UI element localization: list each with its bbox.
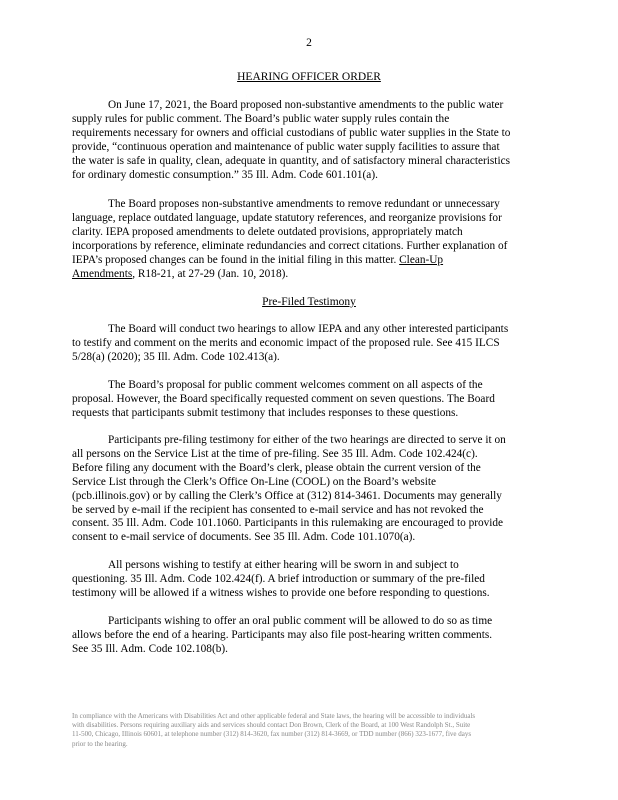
section-heading-pre-filed-testimony: Pre-Filed Testimony xyxy=(262,296,356,308)
paragraph-testify: All persons wishing to testify at either hearing will be sworn in and subject to questioning. 35 Ill. Adm. Code 102.424(f). A brief introduction or summary of the pre-filed testimony will be allowed if a witness wishes to provide one before responding to questions. xyxy=(72,559,490,599)
paragraph-hearings: The Board will conduct two hearings to allow IEPA and any other interested participants to testify and comment on the merits and economic impact of the proposed rule. See 415 ILCS 5/28(a) (2020); 35 Ill. Adm. Code 102.413(a). xyxy=(72,323,509,363)
clean-up-amendments-citation: Clean-Up xyxy=(399,253,444,266)
paragraph-service-list: Participants pre-filing testimony for either of the two hearings are directed to serve it on all persons on the Service List at the time of pre-filing. See 35 Ill. Adm. Code 102.424(c). Before filing any document with the Board’s clerk, please obtain the current version of the Service List through the Clerk’s Office On-Line (COOL) on the Board’s website (pcb.illinois.gov) or by calling the Clerk’s Office at (312) 814-3461. Documents may generally be served by e-mail if the recipient has consented to e-mail service and has not revoked the consent. 35 Ill. Adm. Code 101.1060. Participants in this rulemaking are encouraged to provide consent to e-mail service of documents. See 35 Ill. Adm. Code 101.1070(a). xyxy=(72,434,506,544)
paragraph-comment-questions: The Board’s proposal for public comment welcomes comment on all aspects of the proposal. However, the Board specifically requested comment on seven questions. The Board requests that participants submit testimony that includes responses to these questions. xyxy=(72,379,495,419)
paragraph-amendments: The Board proposes non-substantive amendments to remove redundant or unnecessary language, replace outdated language, update statutory references, and reorganize provisions for clarity. IEPA proposed amendments to delete outdated provisions, appropriately match incorporations by reference, eliminate redundancies and correct citations. Further explanation of IEPA’s proposed changes can be found in the initial filing in this matter. Clean-Up Amendments, R18-21, at 27-29 (Jan. 10, 2018). xyxy=(72,198,508,280)
paragraph-oral-comment: Participants wishing to offer an oral public comment will be allowed to do so as time allows before the end of a hearing. Participants may also file post-hearing written comments. See 35 Ill. Adm. Code 102.108(b). xyxy=(72,615,493,655)
clean-up-amendments-citation-cont: Amendments xyxy=(72,267,133,280)
page-title: HEARING OFFICER ORDER xyxy=(237,71,381,83)
paragraph-proposal-intro: On June 17, 2021, the Board proposed non-substantive amendments to the public water supply rules for public comment. The Board’s public water supply rules contain the requirements necessary for owners and official custodians of public water supplies in the State to provide, “continuous operation and maintenance of public water supply facilities to assure that the water is safe in quality, clean, adequate in quantity, and of satisfactory mineral characteristics for ordinary domestic consumption.” 35 Ill. Adm. Code 601.101(a). xyxy=(72,99,511,181)
page-number: 2 xyxy=(306,37,312,49)
accessibility-footer: In compliance with the Americans with Disabilities Act and other applicable federal and State laws, the hearing will be accessible to individuals with disabilities. Persons requiring auxiliary aids and services should contact Don Brown, Clerk of the Board, at 100 West Randolph St., Suite 11-500, Chicago, Illinois 60601, at telephone number (312) 814-3620, fax number (312) 814-3669, or TDD number (866) 323-1677, five days prior to the hearing. xyxy=(72,712,476,748)
